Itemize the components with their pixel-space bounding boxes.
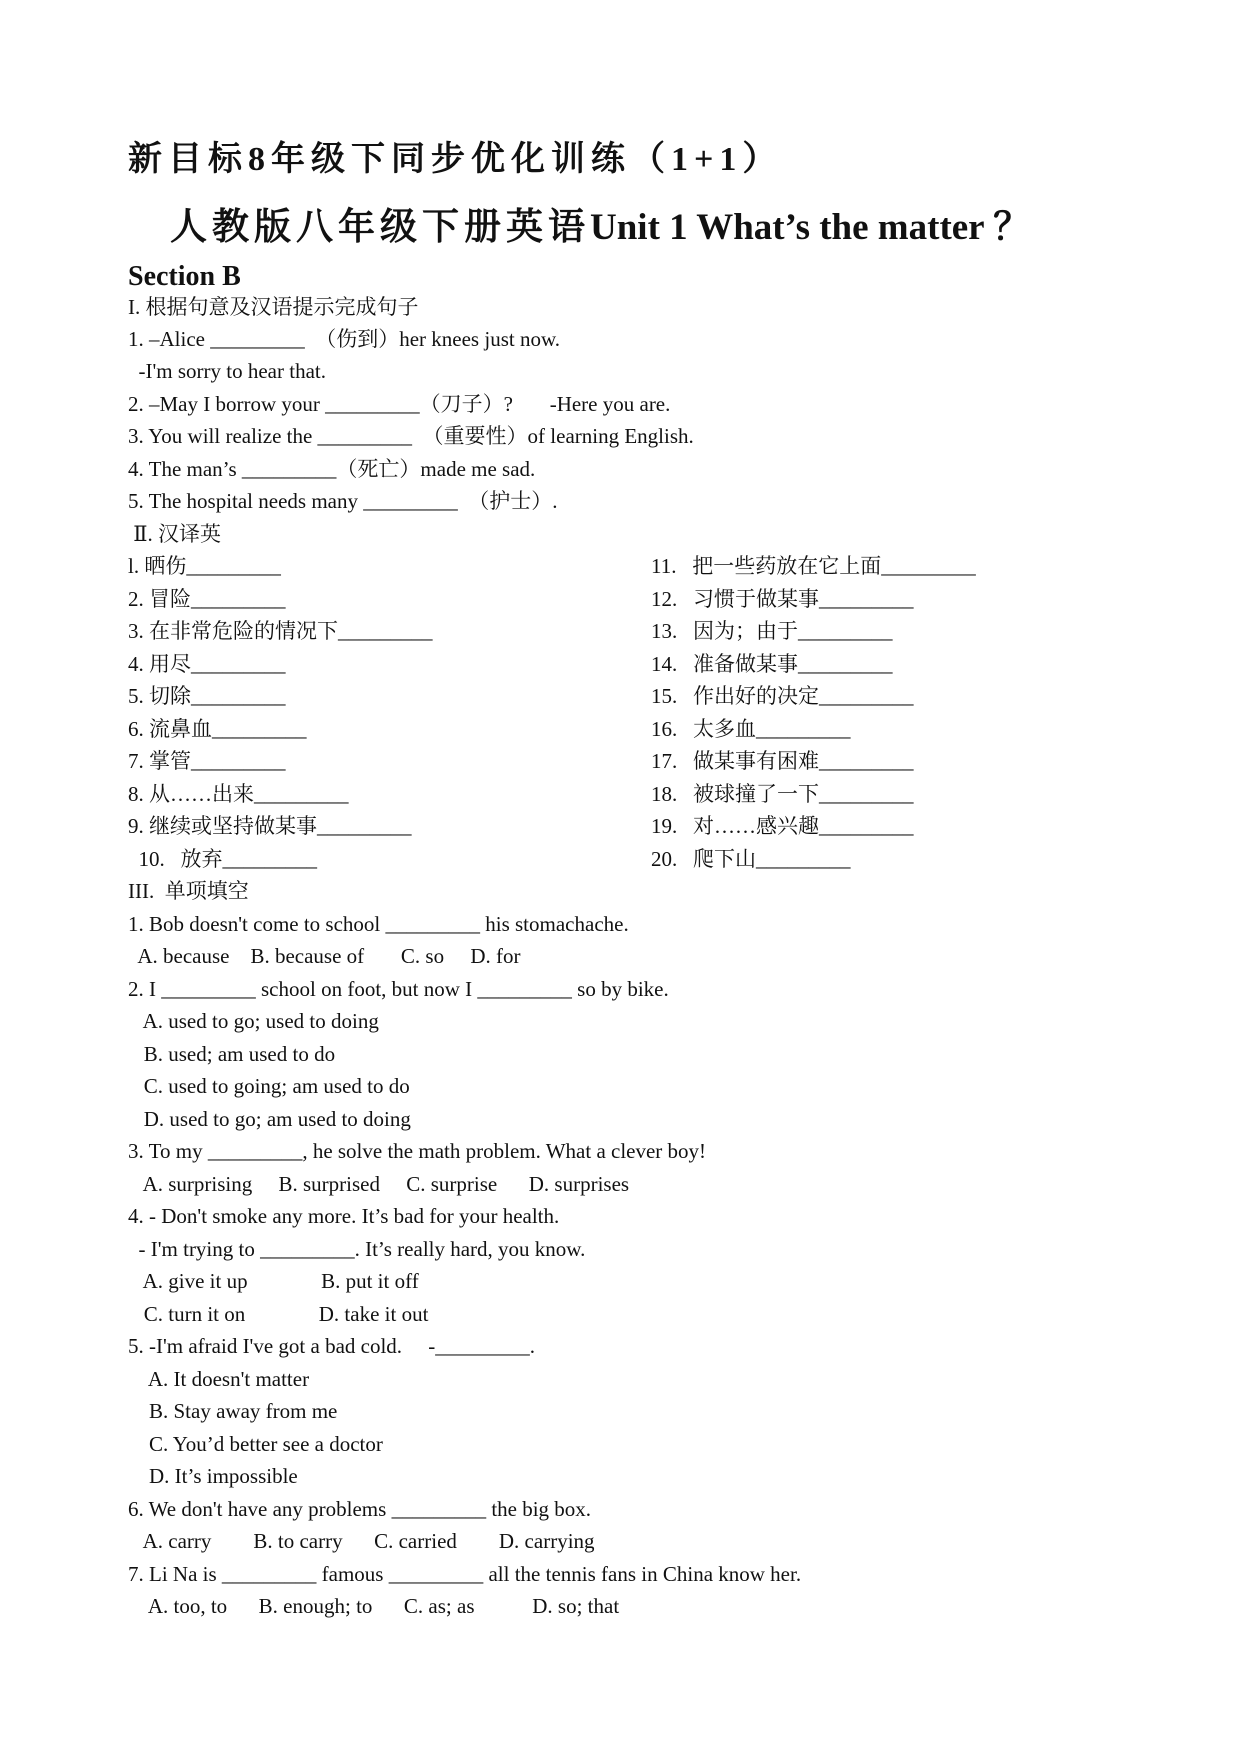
part3-line: 7. Li Na is _________ famous _________ all the tennis fans in China know her. [128, 1562, 802, 1586]
part2-left-item: 6. 流鼻血_________ [128, 717, 307, 741]
part3-line: A. carry B. to carry C. carried D. carrying [128, 1529, 595, 1553]
document-subtitle [170, 206, 1030, 250]
part1-line: -I'm sorry to hear that. [128, 359, 326, 383]
part3-line: 6. We don't have any problems _________ the big box. [128, 1497, 592, 1521]
part2-left-item: 2. 冒险_________ [128, 587, 286, 611]
part3-line: A. used to go; used to doing [128, 1009, 379, 1033]
subtitle-chinese: 人教版八年级下册英语 [170, 207, 590, 248]
part3-line: A. surprising B. surprised C. surprise D. surprises [128, 1172, 630, 1196]
part3-line: 5. -I'm afraid I've got a bad cold. -_________. [128, 1334, 536, 1358]
part3-line: B. used; am used to do [128, 1042, 336, 1066]
part2-right-item: 16. 太多血_________ [651, 717, 851, 741]
part1-heading: I. 根据句意及汉语提示完成句子 [128, 295, 419, 319]
part2-left-item: 4. 用尽_________ [128, 652, 286, 676]
part2-right-item: 15. 作出好的决定_________ [651, 684, 914, 708]
part3-line: A. It doesn't matter [128, 1367, 310, 1391]
part3-line: C. turn it on D. take it out [128, 1302, 429, 1326]
part2-right-item: 17. 做某事有困难_________ [651, 749, 914, 773]
part3-line: A. because B. because of C. so D. for [128, 944, 521, 968]
part2-left-item: 3. 在非常危险的情况下_________ [128, 619, 433, 643]
part2-left-item: 10. 放弃_________ [128, 847, 317, 871]
part3-heading: III. 单项填空 [128, 879, 249, 903]
part1-line: 4. The man’s _________（死亡）made me sad. [128, 457, 536, 481]
part2-right-item: 13. 因为；由于_________ [651, 619, 893, 643]
part2-right-item: 14. 准备做某事_________ [651, 652, 893, 676]
part3-line: B. Stay away from me [128, 1399, 338, 1423]
part2-right-item: 19. 对……感兴趣_________ [651, 814, 914, 838]
part1-line: 5. The hospital needs many _________ （护士）. [128, 489, 558, 513]
part3-line: - I'm trying to _________. It’s really hard, you know. [128, 1237, 586, 1261]
part3-line: C. You’d better see a doctor [128, 1432, 383, 1456]
part3-line: 4. - Don't smoke any more. It’s bad for your health. [128, 1204, 560, 1228]
part2-right-item: 20. 爬下山_________ [651, 847, 851, 871]
part3-line: 2. I _________ school on foot, but now I _________ so by bike. [128, 977, 669, 1001]
part2-right-item: 11. 把一些药放在它上面_________ [651, 554, 976, 578]
part3-line: 1. Bob doesn't come to school _________ his stomachache. [128, 912, 629, 936]
part2-right-item: 12. 习惯于做某事_________ [651, 587, 914, 611]
part3-line: A. too, to B. enough; to C. as; as D. so; that [128, 1594, 620, 1618]
section-heading: Section B [128, 261, 241, 292]
part2-heading: Ⅱ. 汉译英 [128, 522, 222, 546]
part1-line: 2. –May I borrow your _________（刀子）? -Here you are. [128, 392, 671, 416]
part3-line: A. give it up B. put it off [128, 1269, 419, 1293]
document-title: 新目标8年级下同步优化训练（1+1） [128, 141, 783, 178]
part1-line: 3. You will realize the _________ （重要性）of learning English. [128, 424, 694, 448]
part2-left-item: l. 晒伤_________ [128, 554, 281, 578]
part1-line: 1. –Alice _________ （伤到）her knees just now. [128, 327, 560, 351]
subtitle-english: Unit 1 What’s the matter ？ [590, 207, 1031, 248]
part2-left-item: 8. 从……出来_________ [128, 782, 349, 806]
part2-left-item: 9. 继续或坚持做某事_________ [128, 814, 412, 838]
part3-line: C. used to going; am used to do [128, 1074, 410, 1098]
part3-line: D. used to go; am used to doing [128, 1107, 411, 1131]
part3-line: D. It’s impossible [128, 1464, 298, 1488]
part2-left-item: 7. 掌管_________ [128, 749, 286, 773]
part2-left-item: 5. 切除_________ [128, 684, 286, 708]
part2-right-item: 18. 被球撞了一下_________ [651, 782, 914, 806]
part3-line: 3. To my _________, he solve the math problem. What a clever boy! [128, 1139, 707, 1163]
